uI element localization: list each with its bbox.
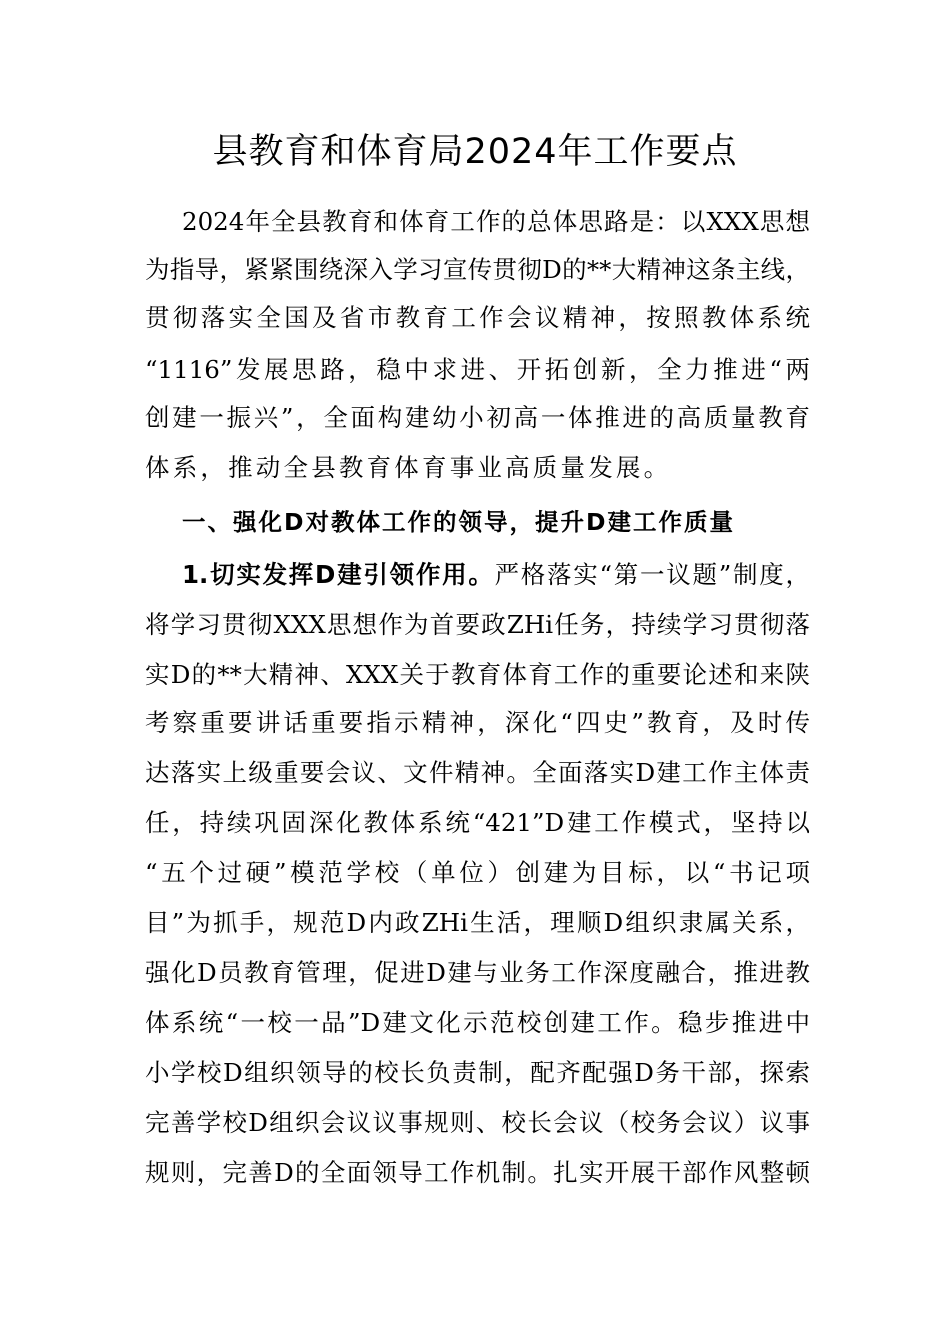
item-first-rest: 严格落实“第一议题”制度， [494,560,810,589]
intro-line: 贯彻落实全国及省市教育工作会议精神，按照教体系统 [145,303,810,332]
item-line: 考察重要讲话重要指示精神，深化“四史”教育，及时传 [145,708,810,737]
document-title: 县教育和体育局2024年工作要点 [212,132,738,172]
section-heading: 一、强化D对教体工作的领导，提升D建工作质量 [182,508,736,536]
intro-line: 体系，推动全县教育体育事业高质量发展。 [145,453,672,482]
item-line: “五个过硬”模范学校（单位）创建为目标，以“书记项 [145,858,810,887]
item-lead: 1.切实发挥D建引领作用。 [182,560,495,589]
intro-line: 为指导，紧紧围绕深入学习宣传贯彻D的**大精神这条主线， [145,255,810,284]
intro-line: “1116”发展思路，稳中求进、开拓创新，全力推进“两 [145,355,810,384]
item-line: 体系统“一校一品”D建文化示范校创建工作。稳步推进中 [145,1008,810,1037]
item-line: 任，持续巩固深化教体系统“421”D建工作模式，坚持以 [145,808,810,837]
item-line: 完善学校D组织会议议事规则、校长会议（校务会议）议事 [145,1108,810,1137]
item-line: 实D的**大精神、XXX关于教育体育工作的重要论述和来陕 [145,660,810,689]
item-line: 小学校D组织领导的校长负责制，配齐配强D务干部，探索 [145,1058,810,1087]
item-line: 规则，完善D的全面领导工作机制。扎实开展干部作风整顿 [145,1158,810,1187]
item-line: 目”为抓手，规范D内政ZHi生活，理顺D组织隶属关系， [145,908,810,937]
intro-line: 2024年全县教育和体育工作的总体思路是：以XXX思想 [182,207,810,236]
item-line: 将学习贯彻XXX思想作为首要政ZHi任务，持续学习贯彻落 [145,610,810,639]
item-first-line [182,551,810,599]
intro-line: 创建一振兴”，全面构建幼小初高一体推进的高质量教育 [145,403,810,432]
item-line: 达落实上级重要会议、文件精神。全面落实D建工作主体责 [145,758,810,787]
item-line: 强化D员教育管理，促进D建与业务工作深度融合，推进教 [145,958,810,987]
